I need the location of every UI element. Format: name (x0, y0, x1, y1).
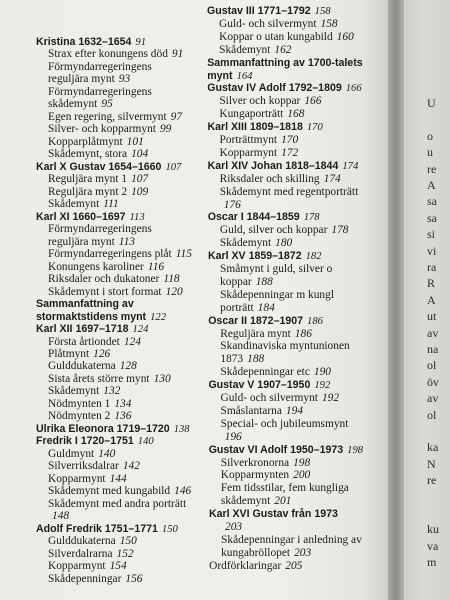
entry-page-number: 116 (147, 260, 165, 273)
entry-page-number: 178 (331, 224, 349, 237)
index-entry (208, 315, 323, 328)
index-entry (208, 173, 341, 185)
entry-title: Riksdaler och dukatoner (48, 273, 160, 286)
facing-page-text: ku (427, 522, 439, 537)
index-entry (207, 121, 322, 134)
entry-page-number: 192 (314, 380, 331, 392)
entry-title: Silverdalrarna (48, 547, 113, 560)
entry-title: Sammanfattning av 1700-talets (207, 56, 363, 69)
entry-page-number: 111 (103, 198, 119, 211)
index-entry (36, 86, 156, 98)
entry-page-number: 196 (224, 430, 242, 443)
facing-page-text: si (427, 227, 436, 242)
facing-page-text: vi (427, 243, 437, 258)
entry-page-number: 142 (122, 460, 140, 473)
entry-title: Silverriksdalrar (48, 460, 119, 473)
index-entry (208, 186, 363, 198)
index-entry (36, 186, 148, 198)
entry-page-number: 186 (307, 315, 323, 327)
entry-page-number: 184 (257, 301, 275, 314)
facing-page-text: ol (427, 407, 437, 422)
entry-title: reguljära mynt (48, 73, 115, 86)
index-entry (36, 510, 69, 522)
index-entry (36, 261, 164, 273)
entry-page-number: 93 (118, 73, 131, 86)
entry-title: Plåtmynt (48, 348, 90, 360)
entry-title: Skådepenningar etc (220, 366, 310, 379)
index-entry (207, 31, 354, 43)
facing-page-text: m (427, 555, 437, 570)
index-entry (209, 418, 353, 430)
index-entry (209, 469, 310, 481)
index-entry (36, 148, 148, 160)
entry-title: Guldmynt (48, 447, 95, 460)
index-entry (207, 82, 361, 95)
index-entry (36, 573, 142, 585)
entry-page-number: 97 (170, 110, 183, 123)
entry-page-number: 162 (274, 43, 292, 56)
facing-page-text: av (427, 391, 439, 406)
entry-page-number: 107 (165, 161, 182, 173)
index-entry (36, 560, 127, 572)
entry-title: koppar (220, 275, 252, 288)
entry-title: Skådepenningar (48, 572, 122, 585)
entry-page-number: 120 (165, 285, 183, 298)
entry-title: Förmyndarregeringens plåt (48, 248, 172, 261)
index-entry (208, 302, 275, 314)
entry-page-number: 190 (313, 366, 331, 379)
entry-page-number: 91 (171, 48, 184, 61)
entry-title: Gulddukaterna (48, 535, 116, 548)
index-entry (208, 147, 299, 159)
entry-title: Guld- och silvermynt (220, 392, 318, 404)
entry-title: Ordförklaringar (209, 559, 282, 572)
entry-title: Sista årets större mynt (48, 372, 150, 385)
index-entry (207, 18, 338, 30)
entry-title: skådemynt (220, 495, 271, 508)
entry-title: stormaktstidens mynt (36, 310, 147, 323)
entry-title: Karl XI 1660–1697 (36, 210, 126, 223)
entry-page-number: 172 (281, 146, 299, 159)
entry-page-number: 101 (126, 135, 144, 148)
entry-title: Skådemynt (48, 198, 100, 211)
entry-title: Nödmynten 2 (48, 410, 111, 423)
entry-page-number: 203 (225, 521, 243, 533)
entry-title: Kungaporträtt (219, 108, 284, 121)
facing-page-text: na (427, 342, 439, 356)
entry-title: skådemynt (48, 98, 98, 111)
index-entry (36, 385, 120, 397)
entry-page-number: 164 (236, 70, 253, 82)
index-entry (36, 548, 134, 560)
entry-page-number: 203 (294, 546, 312, 559)
entry-title: Guld- och silvermynt (219, 17, 317, 30)
entry-title: Kristina 1632–1654 (36, 36, 132, 48)
index-entry (36, 360, 137, 372)
entry-title: Förmyndarregeringens (48, 223, 152, 236)
entry-title: Special- och jubileumsmynt (220, 417, 349, 430)
entry-title: Kopparplåtmynt (48, 135, 123, 148)
index-entry (209, 444, 363, 457)
entry-title: Oscar I 1844–1859 (207, 211, 300, 224)
entry-page-number: 152 (116, 547, 134, 560)
index-entry (208, 289, 338, 301)
entry-page-number: 176 (223, 198, 241, 211)
entry-title: Ulrika Eleonora 1719–1720 (36, 422, 170, 435)
index-entry (208, 237, 292, 249)
facing-page (404, 0, 450, 600)
index-entry (36, 48, 183, 60)
entry-title: Förmyndarregeringens (48, 85, 152, 98)
index-entry (36, 98, 113, 110)
entry-title: Silver och koppar (219, 95, 301, 108)
entry-page-number: 107 (131, 173, 149, 186)
entry-page-number: 132 (103, 385, 121, 398)
entry-page-number: 194 (285, 404, 304, 417)
index-entry (36, 373, 171, 385)
entry-title: Gustav VI Adolf 1950–1973 (208, 443, 344, 456)
index-entry (208, 160, 359, 173)
facing-page-text: u (427, 145, 433, 160)
index-entry (209, 392, 340, 404)
entry-page-number: 198 (293, 456, 311, 469)
facing-page-text: va (427, 538, 439, 553)
index-entry (36, 123, 171, 135)
index-entry (209, 482, 353, 494)
index-entry (36, 298, 138, 311)
entry-title: kungabröllopet (221, 546, 291, 559)
facing-page-text: R (427, 276, 436, 291)
index-entry (209, 431, 242, 443)
entry-page-number: 160 (336, 30, 354, 43)
entry-title: Adolf Fredrik 1751–1771 (36, 522, 158, 535)
entry-title: Skådemynt med regentporträtt (219, 185, 359, 198)
entry-title: Karl XII 1697–1718 (36, 323, 129, 336)
entry-page-number: 150 (161, 523, 178, 535)
index-entry (36, 523, 178, 536)
facing-page-text: sa (427, 194, 437, 209)
entry-page-number: 158 (320, 17, 338, 30)
index-entry (36, 410, 131, 422)
entry-page-number: 178 (303, 212, 320, 224)
entry-title: Skådemynt i stort format (48, 285, 162, 298)
entry-title: Karl XIV Johan 1818–1844 (207, 159, 339, 172)
index-entry (208, 224, 349, 236)
entry-title: Skådepenningar m kungl (220, 288, 334, 301)
index-entry (209, 495, 291, 507)
entry-page-number: 170 (281, 134, 299, 146)
index-entry (207, 95, 321, 107)
index-entry (209, 534, 366, 546)
index-entry (36, 273, 180, 285)
entry-title: Sammanfattning av (36, 298, 134, 311)
entry-page-number: 128 (119, 360, 137, 373)
facing-page-text: re (427, 161, 437, 176)
entry-title: Förmyndarregeringens (48, 60, 152, 73)
entry-page-number: 95 (101, 98, 113, 111)
index-entry (209, 547, 311, 559)
entry-page-number: 174 (323, 172, 341, 185)
entry-page-number: 146 (174, 485, 192, 498)
entry-page-number: 192 (321, 392, 340, 404)
entry-page-number: 134 (114, 397, 132, 410)
entry-title: Guld, silver och koppar (219, 224, 328, 237)
index-entry (208, 353, 264, 365)
entry-title: Gustav V 1907–1950 (208, 379, 311, 392)
entry-title: Riksdaler och skilling (219, 172, 320, 185)
entry-title: Kopparmynten (220, 469, 290, 482)
index-entry (209, 560, 302, 572)
entry-title: Skandinaviska myntunionen (220, 340, 350, 353)
entry-title: Karl XV 1859–1872 (207, 250, 302, 263)
entry-title: Gulddukaterna (48, 360, 116, 373)
entry-title: Skådemynt (219, 43, 271, 56)
index-entry (36, 498, 190, 510)
facing-page-text: ol (427, 358, 437, 373)
entry-title: Fem tidsstilar, fem kungliga (220, 482, 349, 495)
entry-title: Porträttmynt (219, 134, 278, 146)
facing-page-text: sa (427, 210, 437, 225)
entry-page-number: 166 (304, 95, 322, 108)
index-entry (209, 457, 310, 469)
entry-title: Strax efter konungens död (48, 48, 168, 61)
entry-page-number: 201 (274, 495, 292, 508)
index-entry (208, 199, 241, 211)
entry-title: mynt (207, 69, 233, 82)
entry-page-number: 166 (345, 83, 362, 95)
index-entry (36, 36, 146, 49)
index-entry (36, 173, 148, 185)
entry-page-number: 113 (129, 211, 145, 223)
index-entry (36, 161, 181, 174)
index-entry (36, 286, 183, 298)
entry-page-number: 174 (342, 160, 359, 172)
index-entry (208, 328, 312, 340)
entry-page-number: 200 (293, 469, 311, 482)
index-entry (207, 44, 291, 56)
entry-title: Silver- och kopparmynt (48, 123, 156, 136)
facing-page-text: re (427, 473, 437, 488)
book-gutter (388, 0, 404, 600)
index-entry (207, 108, 304, 120)
entry-page-number: 168 (287, 108, 305, 121)
index-entry (208, 379, 330, 392)
entry-title: Gustav III 1771–1792 (207, 5, 311, 17)
entry-title: Reguljära mynt 2 (48, 185, 128, 198)
index-entry (36, 423, 190, 436)
entry-page-number: 186 (294, 327, 312, 340)
index-entry (36, 198, 119, 210)
index-entry (36, 111, 182, 123)
index-entry (36, 223, 156, 235)
index-entry (36, 248, 192, 260)
entry-page-number: 148 (52, 510, 70, 523)
entry-title: Första årtiondet (48, 335, 120, 348)
entry-title: Skådepenningar i anledning av (221, 533, 362, 546)
entry-title: Skådemynt, stora (48, 148, 128, 161)
entry-page-number: 115 (175, 248, 192, 261)
entry-page-number: 140 (137, 436, 154, 448)
index-entry (36, 348, 110, 360)
entry-page-number: 150 (119, 535, 137, 548)
entry-page-number: 124 (123, 335, 141, 348)
facing-page-text: N (427, 456, 436, 471)
index-entry (36, 485, 191, 497)
entry-title: Koppar o utan kungabild (219, 30, 333, 43)
entry-page-number: 113 (118, 235, 135, 248)
entry-page-number: 118 (163, 273, 180, 286)
entry-page-number: 109 (131, 185, 149, 198)
entry-title: porträtt (220, 301, 254, 314)
entry-page-number: 138 (173, 423, 190, 435)
facing-page-text: A (427, 178, 436, 192)
entry-page-number: 104 (131, 148, 149, 161)
index-entry (208, 366, 331, 378)
entry-page-number: 122 (150, 311, 166, 323)
index-entry (36, 398, 131, 410)
facing-page-text: av (427, 325, 439, 340)
entry-title: Oscar II 1872–1907 (208, 314, 304, 327)
entry-title: Småslantarna (220, 404, 282, 417)
index-entry (36, 236, 135, 248)
index-entry (207, 5, 331, 18)
entry-title: Skådemynt (219, 237, 272, 250)
entry-page-number: 99 (159, 123, 172, 136)
entry-page-number: 205 (285, 559, 303, 572)
entry-page-number: 188 (255, 275, 273, 288)
entry-page-number: 136 (114, 410, 132, 423)
index-entry (208, 250, 322, 263)
entry-title: Egen regering, silvermynt (48, 110, 167, 123)
entry-title: Reguljära mynt (220, 327, 291, 340)
entry-page-number: 182 (305, 251, 322, 263)
entry-page-number: 188 (247, 353, 265, 366)
index-entry (36, 336, 141, 348)
index-entry (209, 521, 242, 533)
index-entry (36, 323, 148, 336)
facing-page-text: o (427, 128, 433, 143)
entry-title: Kopparmynt (48, 472, 106, 485)
index-entry (208, 263, 336, 275)
index-entry (207, 57, 366, 70)
facing-page-text: ut (427, 309, 437, 324)
index-entry (36, 73, 130, 85)
entry-page-number: 156 (125, 572, 143, 585)
entry-title: 1873 (220, 353, 244, 366)
entry-title: Småmynt i guld, silver o (220, 263, 333, 275)
index-entry (36, 448, 115, 460)
entry-page-number: 130 (153, 372, 171, 385)
entry-title: Karl X Gustav 1654–1660 (36, 160, 162, 173)
index-entry (209, 508, 342, 521)
entry-page-number: 158 (314, 6, 331, 17)
index-entry (208, 340, 353, 352)
entry-page-number: 126 (93, 348, 111, 360)
entry-title: Silverkronorna (220, 456, 290, 469)
entry-title: Nödmynten 1 (48, 397, 111, 410)
entry-title: Skådemynt med kungabild (48, 485, 171, 498)
entry-title: Kopparmynt (219, 146, 278, 159)
entry-page-number: 91 (135, 37, 147, 48)
entry-title: Skådemynt med andra porträtt (48, 497, 187, 510)
index-entry (36, 136, 144, 148)
entry-title: Karl XIII 1809–1818 (207, 121, 303, 134)
index-entry (36, 473, 127, 485)
entry-page-number: 170 (306, 122, 323, 134)
entry-page-number: 144 (109, 472, 127, 485)
index-entry (36, 61, 156, 73)
entry-page-number: 140 (98, 447, 116, 460)
entry-page-number: 180 (275, 237, 293, 250)
entry-title: Fredrik I 1720–1751 (36, 435, 134, 448)
facing-page-text: ka (427, 440, 439, 455)
facing-page-text: A (427, 292, 436, 307)
index-entry (208, 276, 273, 288)
index-entry (207, 70, 252, 83)
facing-page-text: U (427, 96, 436, 110)
index-entry (208, 211, 320, 224)
entry-title: Karl XVI Gustav från 1973 (208, 508, 338, 521)
index-entry (36, 311, 166, 324)
entry-title: reguljära mynt (48, 235, 115, 248)
entry-title: Kopparmynt (48, 560, 106, 573)
entry-title: Reguljära mynt 1 (48, 173, 128, 186)
index-entry (36, 435, 154, 448)
facing-page-text: öv (427, 374, 439, 389)
entry-page-number: 154 (109, 560, 127, 573)
entry-title: Gustav IV Adolf 1792–1809 (207, 82, 342, 95)
entry-title: Skådemynt (48, 385, 100, 398)
entry-page-number: 198 (347, 444, 364, 456)
index-entry (36, 211, 145, 224)
index-entry (208, 134, 299, 146)
facing-page-text: ra (427, 260, 437, 274)
entry-page-number: 124 (132, 324, 149, 336)
index-entry (36, 535, 137, 547)
index-entry (209, 405, 303, 417)
index-entry (36, 460, 140, 472)
entry-title: Konungens karoliner (48, 260, 144, 273)
